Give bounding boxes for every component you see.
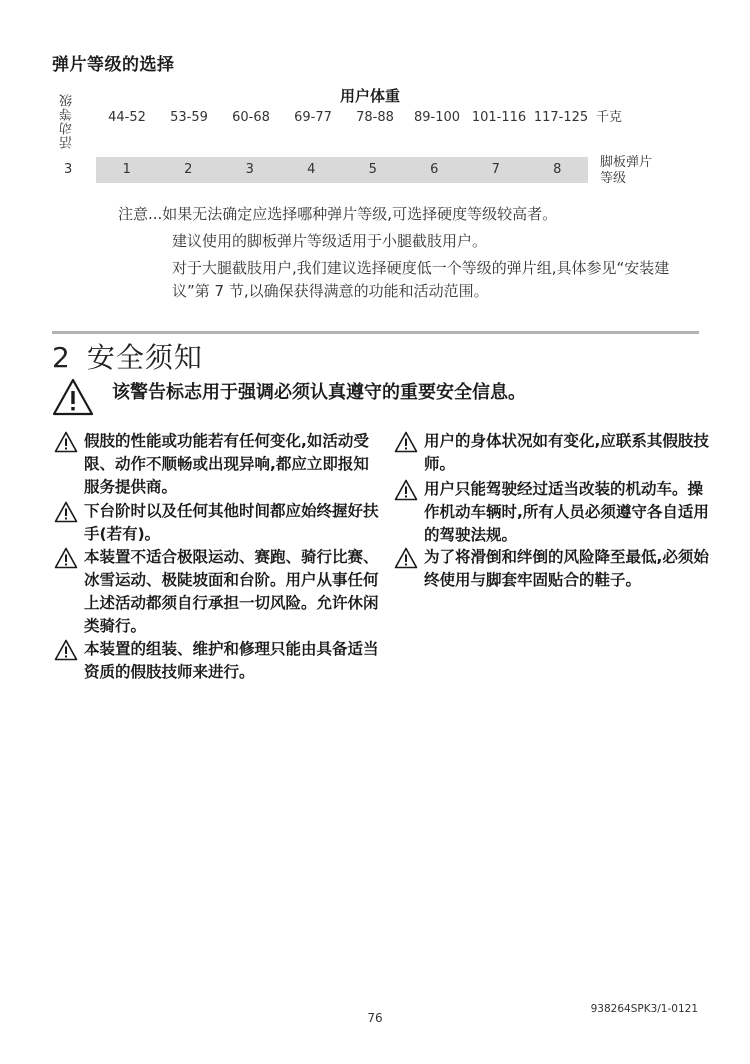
warning-triangle-icon <box>54 639 78 661</box>
main-warning-text: 该警告标志用于强调必须认真遵守的重要安全信息。 <box>112 382 526 403</box>
grade-cell: 2 <box>184 162 193 177</box>
weight-range-cell: 44-52 <box>108 110 146 125</box>
page-number: 76 <box>367 1011 383 1025</box>
weight-header: 用户体重 <box>339 87 400 105</box>
chapter-title: 安全须知 <box>86 341 203 374</box>
warning-triangle-icon <box>394 479 418 501</box>
grade-cell: 3 <box>245 162 254 177</box>
warning-text: 本装置不适合极限运动、赛跑、骑行比赛、冰雪运动、极陡坡面和台阶。用户从事任何上述活动都须自行承担一切风险。允许休闲类骑行。 <box>84 548 379 635</box>
chapter-number: 2 <box>52 341 71 374</box>
document-code: 938264SPK3/1-0121 <box>590 1003 698 1015</box>
warning-item <box>394 478 714 547</box>
grade-cell: 5 <box>368 162 377 177</box>
warning-item <box>394 430 714 476</box>
warning-text: 下台阶时以及任何其他时间都应始终握好扶手(若有)。 <box>84 502 379 543</box>
weight-range-cell: 60-68 <box>232 110 270 125</box>
weight-range-cell: 53-59 <box>170 110 208 125</box>
warning-text: 为了将滑倒和绊倒的风险降至最低,必须始终使用与脚套牢固贴合的鞋子。 <box>424 548 709 589</box>
section-title: 弹片等级的选择 <box>52 55 175 75</box>
grade-cell: 1 <box>122 162 131 177</box>
grade-bar <box>96 157 588 183</box>
grade-cell: 7 <box>491 162 500 177</box>
grade-cell: 6 <box>430 162 439 177</box>
note-line-1: 注意...如果无法确定应选择哪种弹片等级,可选择硬度等级较高者。 <box>118 205 558 223</box>
warning-item <box>54 500 384 546</box>
activity-axis-label: 活动等级 <box>60 93 75 149</box>
weight-range-cell: 78-88 <box>356 110 394 125</box>
grade-cell: 4 <box>307 162 316 177</box>
weight-range-cell: 117-125 <box>533 110 589 125</box>
weight-range-cell: 69-77 <box>294 110 332 125</box>
warning-triangle-icon <box>52 378 94 416</box>
warning-text: 用户只能驾驶经过适当改装的机动车。操作机动车辆时,所有人员必须遵守各自适用的驾驶法规。 <box>424 480 709 544</box>
warning-item <box>54 638 384 684</box>
section-divider <box>52 331 699 334</box>
chapter-heading <box>52 336 203 376</box>
weight-range-cell: 101-116 <box>471 110 527 125</box>
warning-text: 用户的身体状况如有变化,应联系其假肢技师。 <box>424 432 709 473</box>
weight-unit: 千克 <box>596 110 623 125</box>
note-line-3: 对于大腿截肢用户,我们建议选择硬度低一个等级的弹片组,具体参见“安装建议”第 7 节,以确保获得满意的功能和活动范围。 <box>172 259 670 300</box>
warning-triangle-icon <box>54 431 78 453</box>
warning-triangle-icon <box>394 547 418 569</box>
activity-level-value: 3 <box>64 162 73 177</box>
warning-triangle-icon <box>54 501 78 523</box>
warning-triangle-icon <box>54 547 78 569</box>
warning-text: 本装置的组装、维护和修理只能由具备适当资质的假肢技师来进行。 <box>84 640 379 681</box>
grade-label: 脚板弹片等级 <box>600 155 653 186</box>
warning-item <box>54 430 384 499</box>
warning-triangle-icon <box>394 431 418 453</box>
warning-item <box>54 546 384 638</box>
weight-range-cell: 89-100 <box>413 110 461 125</box>
note-line-2: 建议使用的脚板弹片等级适用于小腿截肢用户。 <box>172 232 488 250</box>
warning-item <box>394 546 714 592</box>
warning-text: 假肢的性能或功能若有任何变化,如活动受限、动作不顺畅或出现异响,都应立即报知服务提供商。 <box>84 432 369 496</box>
weight-ranges-row <box>96 108 592 128</box>
grade-cell: 8 <box>553 162 562 177</box>
